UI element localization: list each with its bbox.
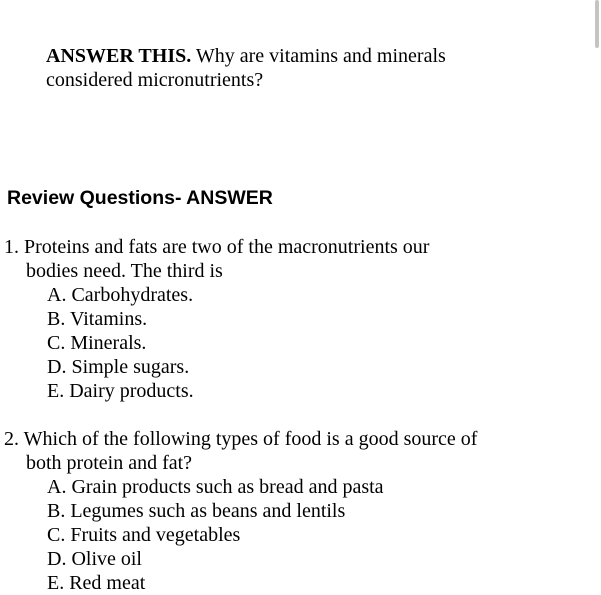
question-2-option-c: C. Fruits and vegetables [47, 524, 241, 546]
question-2-line-2: both protein and fat? [26, 452, 193, 474]
prompt-line-2: considered micronutrients? [46, 69, 264, 91]
prompt-line-1-text: Why are vitamins and minerals [195, 45, 446, 67]
question-1-options [4, 283, 564, 403]
prompt-line-1 [46, 44, 526, 68]
question-2-option-a: A. Grain products such as bread and pasta [47, 476, 384, 498]
section-heading: Review Questions- ANSWER [7, 187, 273, 209]
question-2-option-e: E. Red meat [47, 572, 146, 594]
question-1-option-a: A. Carbohydrates. [47, 284, 194, 306]
question-1-line-1: 1. Proteins and fats are two of the macronutrients our [4, 236, 430, 258]
answer-prompt [46, 44, 526, 92]
question-1-option-d: D. Simple sugars. [47, 356, 190, 378]
question-1-option-c: C. Minerals. [47, 332, 147, 354]
question-1-option-e: E. Dairy products. [47, 380, 194, 402]
question-1-option-b: B. Vitamins. [47, 308, 148, 330]
question-2 [4, 427, 564, 595]
question-2-options [4, 475, 564, 595]
vertical-scrollbar[interactable] [595, 0, 599, 48]
prompt-lead: ANSWER THIS. [46, 45, 192, 67]
question-1 [4, 235, 564, 403]
question-2-option-d: D. Olive oil [47, 548, 142, 570]
question-1-line-2: bodies need. The third is [26, 260, 223, 282]
question-2-option-b: B. Legumes such as beans and lentils [47, 500, 346, 522]
question-2-line-1: 2. Which of the following types of food is a good source of [4, 428, 478, 450]
